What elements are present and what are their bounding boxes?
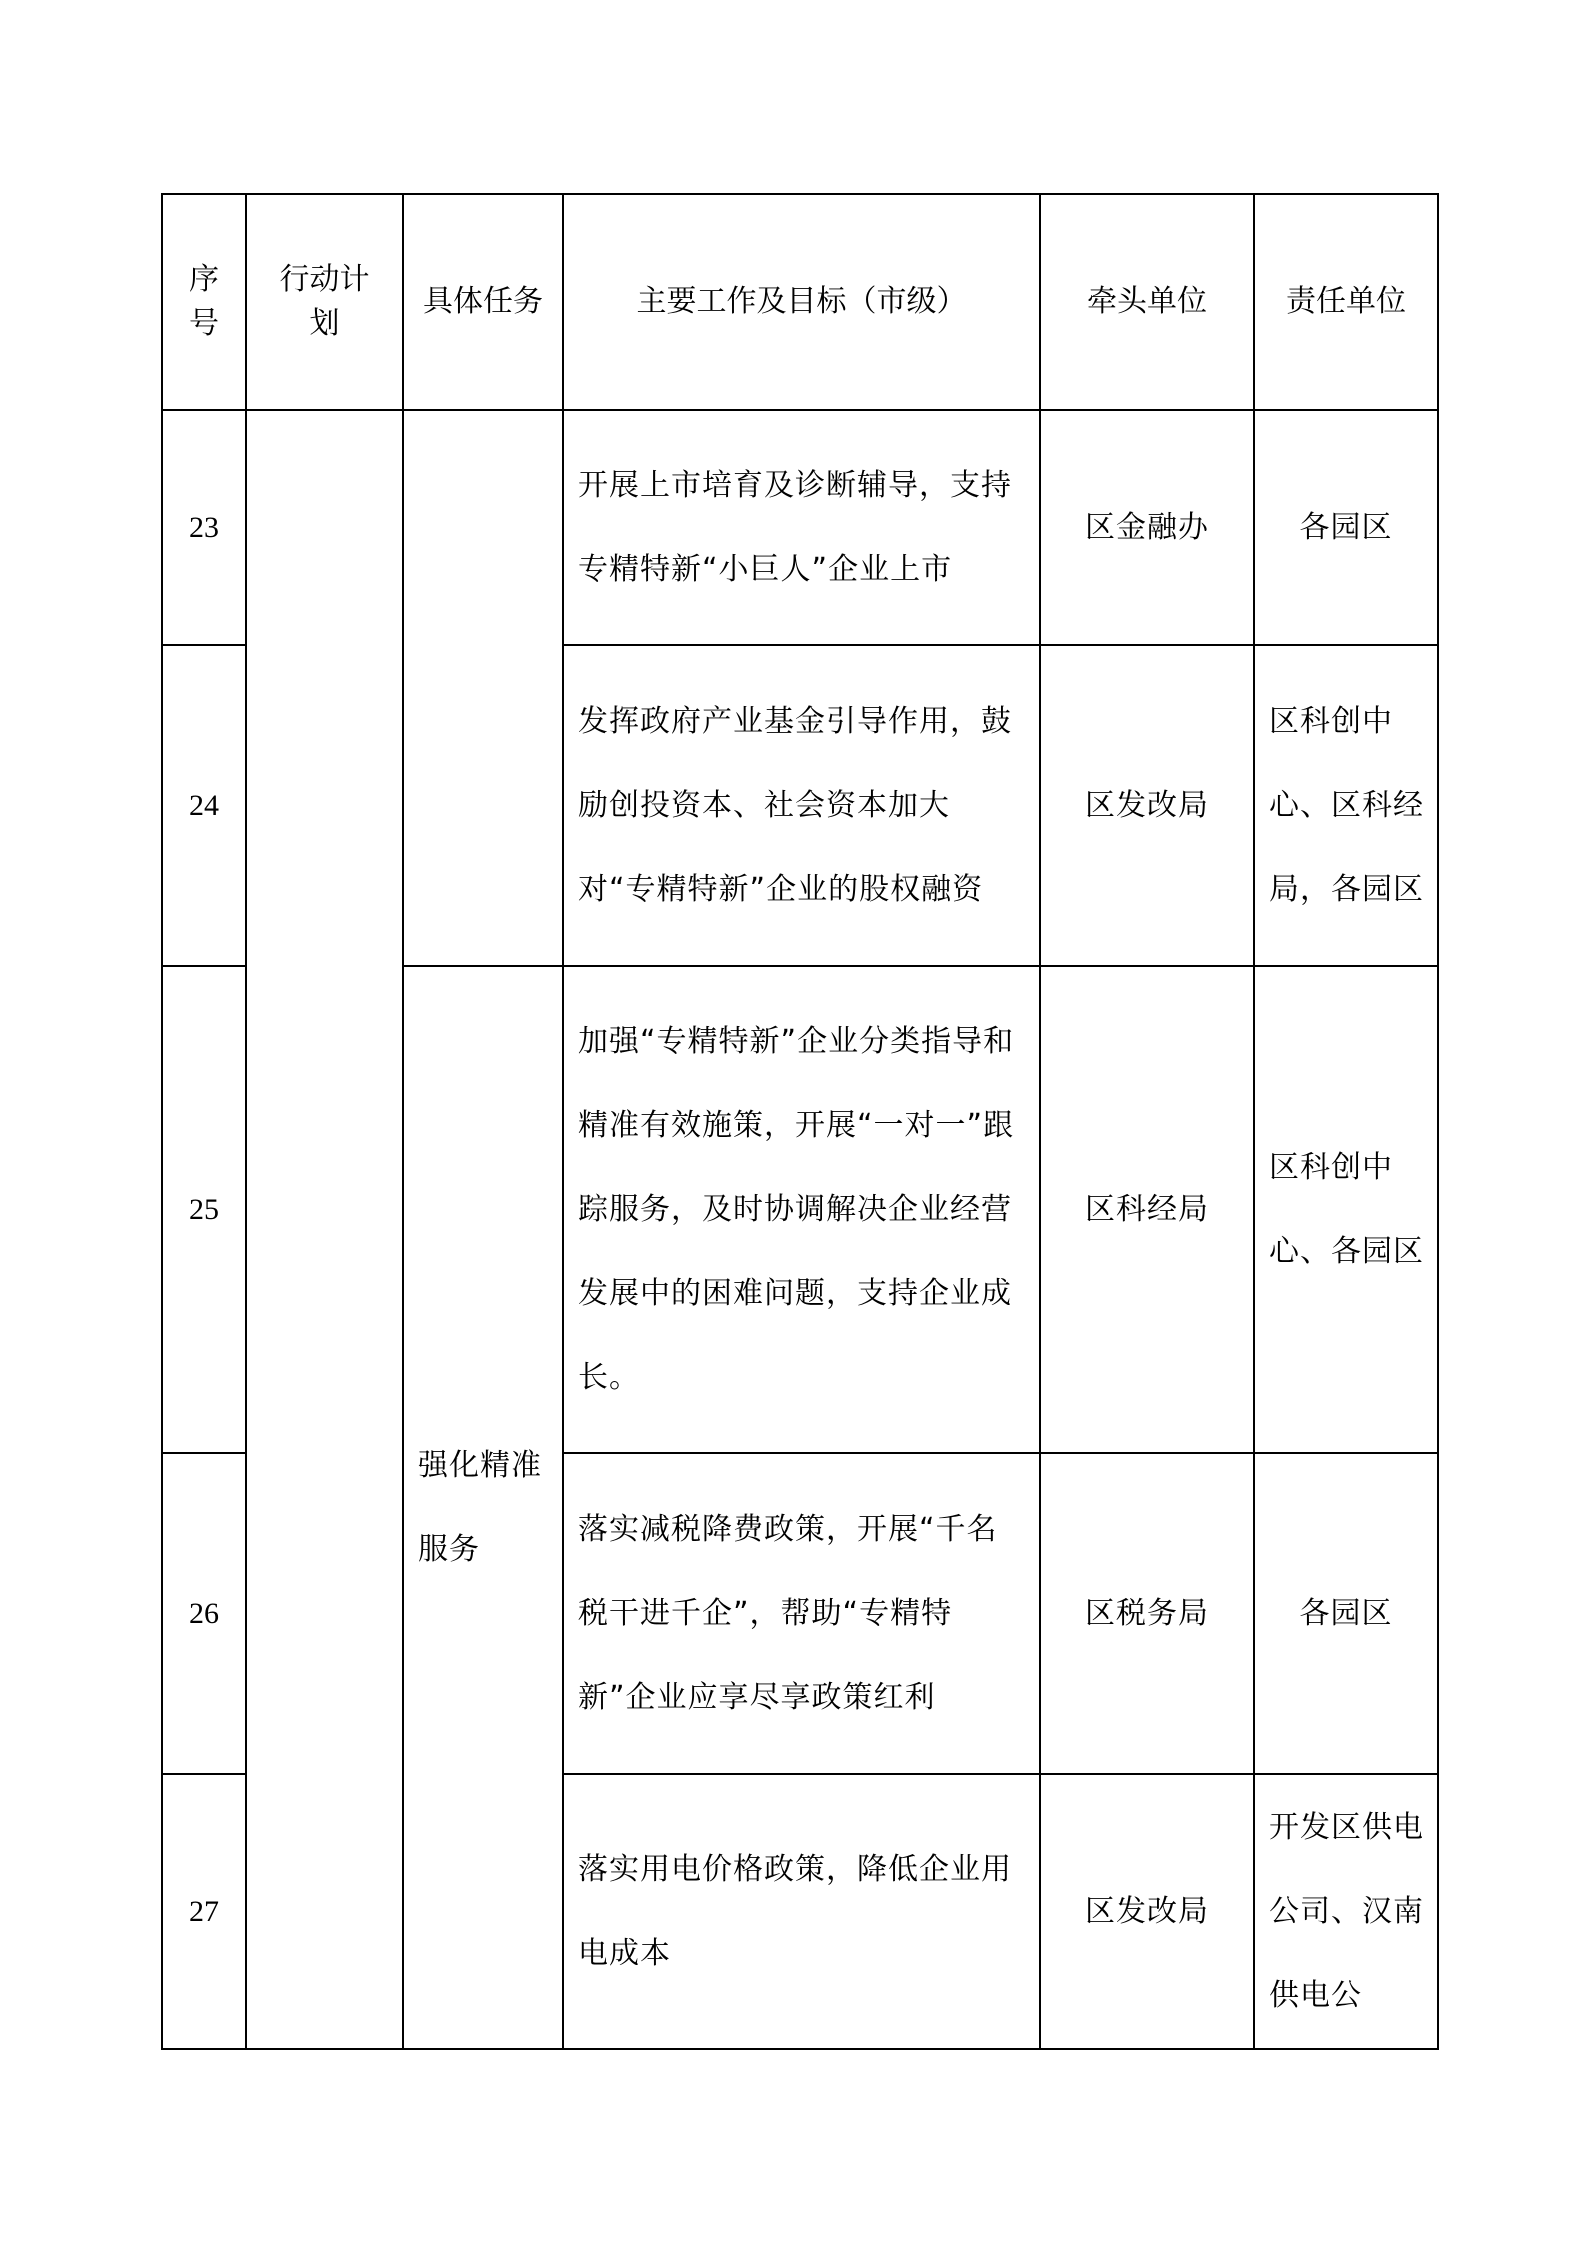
- row-main-work: 开展上市培育及诊断辅导，支持专精特新“小巨人”企业上市: [563, 410, 1040, 645]
- header-task: 具体任务: [403, 194, 563, 410]
- row-responsible-unit: 区科创中心、各园区: [1254, 966, 1438, 1453]
- row-main-work: 落实减税降费政策，开展“千名税干进千企”，帮助“专精特新”企业应享尽享政策红利: [563, 1453, 1040, 1774]
- row-seq: 25: [162, 966, 246, 1453]
- row-seq: 24: [162, 645, 246, 966]
- row-lead-unit: 区发改局: [1040, 1774, 1254, 2049]
- row-lead-unit: 区税务局: [1040, 1453, 1254, 1774]
- header-lead-unit: 牵头单位: [1040, 194, 1254, 410]
- header-responsible-unit: 责任单位: [1254, 194, 1438, 410]
- row-responsible-unit: 各园区: [1254, 1453, 1438, 1774]
- row-responsible-unit: 各园区: [1254, 410, 1438, 645]
- row-main-work: 加强“专精特新”企业分类指导和精准有效施策，开展“一对一”跟踪服务，及时协调解决企业经营发展中的困难问题，支持企业成长。: [563, 966, 1040, 1453]
- header-main-work: 主要工作及目标（市级）: [563, 194, 1040, 410]
- row-seq: 27: [162, 1774, 246, 2049]
- table-header-row: [162, 194, 1438, 410]
- row-seq: 23: [162, 410, 246, 645]
- row-lead-unit: 区金融办: [1040, 410, 1254, 645]
- row-responsible-unit: 开发区供电公司、汉南供电公: [1254, 1774, 1438, 2049]
- row-lead-unit: 区科经局: [1040, 966, 1254, 1453]
- action-plan-cell: [246, 410, 403, 2049]
- task-group-cell: 强化精准服务: [403, 966, 563, 2049]
- row-seq: 26: [162, 1453, 246, 1774]
- table-row: [162, 410, 1438, 645]
- task-cell-empty: [403, 410, 563, 966]
- row-main-work: 发挥政府产业基金引导作用，鼓励创投资本、社会资本加大对“专精特新”企业的股权融资: [563, 645, 1040, 966]
- action-plan-table: [161, 193, 1439, 2050]
- row-lead-unit: 区发改局: [1040, 645, 1254, 966]
- row-responsible-unit: 区科创中心、区科经局，各园区: [1254, 645, 1438, 966]
- header-seq: 序号: [162, 194, 246, 410]
- row-main-work: 落实用电价格政策，降低企业用电成本: [563, 1774, 1040, 2049]
- header-action-plan: 行动计划: [246, 194, 403, 410]
